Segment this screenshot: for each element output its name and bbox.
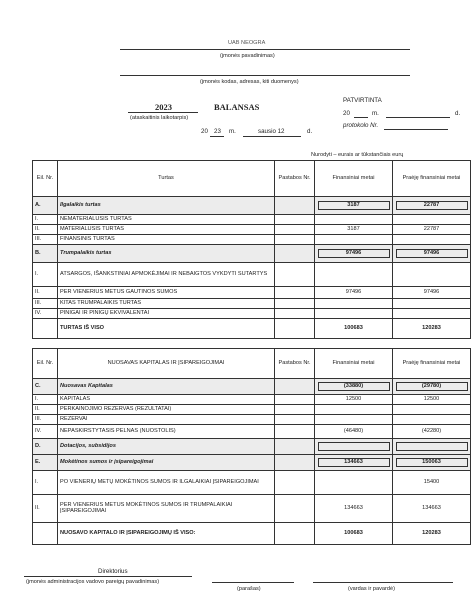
date-year: 23: [214, 128, 221, 135]
table-row: II. PER VIENERIUS METUS GAUTINOS SUMOS 97496 97496: [33, 287, 471, 299]
col-name-header: Turtas: [58, 161, 275, 197]
date-prefix: 20: [201, 128, 208, 135]
table-row: II. PER VIENERIUS METUS MOKĖTINOS SUMOS IR TRUMPALAIKIAI ĮSIPAREIGOJIMAI 134663 134663: [33, 495, 471, 523]
table-row: III. REZERVAI: [33, 415, 471, 425]
table-row: II. MATERIALUSIS TURTAS 3187 22787: [33, 225, 471, 235]
eq-col-no-header: Eil. Nr.: [33, 349, 58, 379]
eq-col-note-header: Pastabos Nr.: [275, 349, 315, 379]
units-note: Nurodyti – eurais ar tūkstančiais eurų: [311, 152, 404, 158]
table-row: I. KAPITALAS 12500 12500: [33, 395, 471, 405]
table-row: C. Nuosavas Kapitalas (33880) (29780): [33, 379, 471, 395]
position-label: (įmonės administracijos vadovo pareigų pavadinimas): [26, 579, 160, 585]
protocol-label: protokolo Nr.: [343, 122, 379, 129]
doc-title: BALANSAS: [214, 102, 260, 112]
assets-table: [32, 160, 471, 339]
col-no-header: Eil. Nr.: [33, 161, 58, 197]
report-year: 2023: [155, 102, 172, 112]
approved-title: PATVIRTINTA: [343, 97, 382, 104]
table-row: I. ATSARGOS, IŠANKSTINIAI APMOKĖJIMAI IR NEBAIGTOS VYKDYTI SUTARTYS: [33, 263, 471, 287]
eq-col-name-header: NUOSAVAS KAPITALAS IR ĮSIPAREIGOJIMAI: [58, 349, 275, 379]
table-row: I. PO VIENERIŲ METŲ MOKĖTINOS SUMOS IR ILGALAIKIAI ĮSIPAREIGOJIMAI 15400: [33, 471, 471, 495]
date-year-line: [210, 136, 224, 137]
col-previous-header: Praėję finansiniai metai: [393, 161, 471, 197]
eq-col-previous-header: Praėję finansiniai metai: [393, 349, 471, 379]
date-m: m.: [229, 128, 236, 135]
table-row: NUOSAVO KAPITALO IR ĮSIPAREIGOJIMŲ IŠ VISO: 100683 120283: [33, 523, 471, 545]
table-row: B. Trumpalaikis turtas 97496 97496: [33, 245, 471, 263]
position-line: [24, 576, 192, 577]
table-row: I. NEMATERIALUSIS TURTAS: [33, 215, 471, 225]
date-month-line: [243, 136, 301, 137]
table-row: TURTAS IŠ VISO 100683 120283: [33, 319, 471, 339]
approved-year-suffix: m.: [372, 110, 379, 117]
company-name-label: (įmonės pavadinimas): [220, 53, 275, 59]
period-label: (ataskaitinis laikotarpis): [130, 115, 189, 121]
approved-day-line: [386, 117, 450, 118]
equity-table: [32, 348, 471, 545]
company-code-label: (įmonės kodas, adresas, kiti duomenys): [200, 79, 299, 85]
signature-line: [212, 582, 294, 583]
company-code-line: [120, 75, 410, 76]
position-value: Direktorius: [98, 568, 128, 575]
table-row: IV. NEPASKIRSTYTASIS PELNAS (NUOSTOLIS) (46480) (42280): [33, 425, 471, 439]
col-current-header: Finansiniai metai: [315, 161, 393, 197]
protocol-line: [384, 129, 448, 130]
company-name-value: UAB NEOGRA: [228, 40, 266, 46]
report-year-line: [128, 112, 198, 113]
name-line: [313, 582, 453, 583]
approved-year: 20: [343, 110, 350, 117]
name-label: (vardas ir pavardė): [348, 586, 395, 592]
table-row: D. Dotacijos, subsidijos: [33, 439, 471, 455]
signature-label: (parašas): [237, 586, 261, 592]
table-row: A. Ilgalaikis turtas 3187 22787: [33, 197, 471, 215]
table-row: II. PERKAINOJIMO REZERVAS (REZULTATAI): [33, 405, 471, 415]
approved-year-line: [354, 117, 368, 118]
eq-col-current-header: Finansiniai metai: [315, 349, 393, 379]
date-d: d.: [307, 128, 313, 135]
table-row: IV. PINIGAI IR PINIGŲ EKVIVALENTAI: [33, 309, 471, 319]
approved-day-suffix: d.: [455, 110, 461, 117]
table-row: E. Mokėtinos sumos ir įsipareigojimai 134663 150063: [33, 455, 471, 471]
date-month-day: sausio 12: [258, 128, 285, 135]
table-row: III. FINANSINIS TURTAS: [33, 235, 471, 245]
table-row: III. KITAS TRUMPALAIKIS TURTAS: [33, 299, 471, 309]
col-note-header: Pastabos Nr.: [275, 161, 315, 197]
company-name-line: [120, 49, 410, 50]
